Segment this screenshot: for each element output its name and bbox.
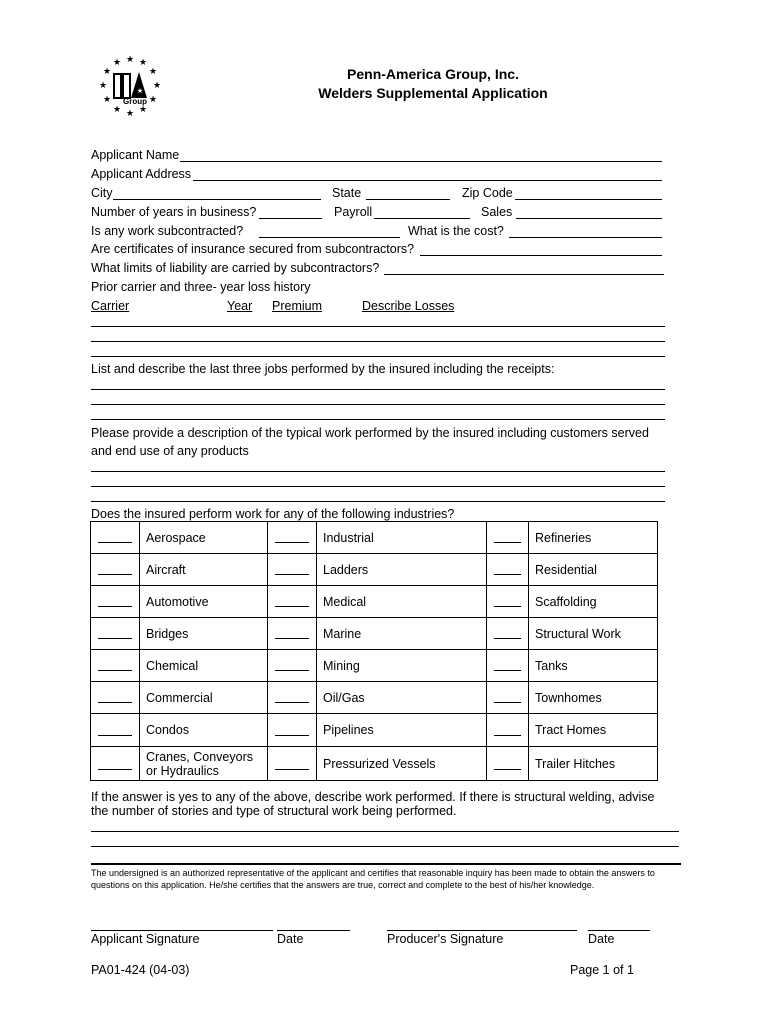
industry-label: Townhomes xyxy=(535,690,602,705)
table-row xyxy=(91,747,658,781)
losses-header: Describe Losses xyxy=(362,299,455,313)
form-number: PA01-424 (04-03) xyxy=(91,963,190,977)
industry-label: Marine xyxy=(323,626,362,641)
applicant-name-field[interactable] xyxy=(180,161,662,162)
blank-line xyxy=(98,638,132,639)
work-line-2[interactable] xyxy=(91,486,665,487)
loss-line-1[interactable] xyxy=(91,326,665,327)
table-row xyxy=(91,554,658,586)
svg-text:★: ★ xyxy=(148,95,158,105)
loss-line-2[interactable] xyxy=(91,341,665,342)
zip-field[interactable] xyxy=(515,199,662,200)
section-divider xyxy=(91,863,681,865)
industry-check-blank[interactable] xyxy=(487,554,529,586)
industry-check-blank[interactable] xyxy=(268,618,317,650)
industry-label-cell xyxy=(317,554,487,586)
logo-text: Group xyxy=(123,97,147,106)
cost-field[interactable] xyxy=(509,237,662,238)
blank-line xyxy=(494,702,521,703)
industry-check-blank[interactable] xyxy=(268,586,317,618)
svg-text:★: ★ xyxy=(125,109,135,119)
industry-check-blank[interactable] xyxy=(268,747,317,781)
form-title: Welders Supplemental Application xyxy=(318,85,548,101)
blank-line xyxy=(494,769,521,770)
industry-label: Pressurized Vessels xyxy=(323,756,436,771)
industry-label-line2: or Hydraulics xyxy=(146,763,219,778)
svg-text:★: ★ xyxy=(138,105,148,115)
blank-line xyxy=(275,670,309,671)
industry-label: Pipelines xyxy=(323,723,374,737)
page-number: Page 1 of 1 xyxy=(570,963,634,977)
table-row xyxy=(91,714,658,747)
industry-check-blank[interactable] xyxy=(91,554,140,586)
industry-label-cell xyxy=(529,650,658,682)
blank-line xyxy=(494,670,521,671)
city-label: City xyxy=(91,186,113,200)
blank-line xyxy=(275,735,309,736)
applicant-address-field[interactable] xyxy=(193,180,662,181)
industry-label: Oil/Gas xyxy=(323,690,365,705)
industry-label: Residential xyxy=(535,562,597,577)
industry-label-cell xyxy=(317,586,487,618)
industry-label-cell xyxy=(529,586,658,618)
industry-label: Structural Work xyxy=(535,626,621,641)
industries-question: Does the insured perform work for any of the following industries? xyxy=(91,507,455,521)
blank-line xyxy=(275,769,309,770)
svg-text:★: ★ xyxy=(136,87,144,95)
industry-label-cell xyxy=(529,747,658,781)
industry-label: Mining xyxy=(323,658,360,673)
date-line-1[interactable] xyxy=(277,930,350,931)
industry-check-blank[interactable] xyxy=(487,682,529,714)
industry-label: Condos xyxy=(146,723,190,737)
subcontracted-field[interactable] xyxy=(259,237,400,238)
zip-label: Zip Code xyxy=(462,186,513,200)
industry-label: Bridges xyxy=(146,626,189,641)
industry-label-cell xyxy=(317,747,487,781)
applicant-signature-label: Applicant Signature xyxy=(91,932,200,946)
table-row xyxy=(91,618,658,650)
blank-line xyxy=(494,735,521,736)
typical-work-label-2: and end use of any products xyxy=(91,444,249,458)
svg-text:★: ★ xyxy=(148,67,158,77)
prior-history-label: Prior carrier and three- year loss history xyxy=(91,280,311,294)
svg-text:★: ★ xyxy=(112,58,122,68)
industry-check-blank[interactable] xyxy=(487,747,529,781)
industry-label: Cranes, Conveyors xyxy=(146,749,253,764)
applicant-address-label: Applicant Address xyxy=(91,167,192,181)
industry-check-blank[interactable] xyxy=(91,682,140,714)
industry-label-cell xyxy=(317,618,487,650)
industry-check-blank[interactable] xyxy=(268,650,317,682)
city-field[interactable] xyxy=(113,199,321,200)
industry-label: Trailer Hitches xyxy=(535,756,616,771)
industry-label-cell xyxy=(317,682,487,714)
certification-text: The undersigned is an authorized representative of the applicant and certifies that reasonable inquiry has been made to obtain the answers to questions on this application. He/she certifies that the answers are true, correct and complete to the best of his/her knowledge. xyxy=(91,868,655,890)
industry-label-cell xyxy=(317,522,487,554)
loss-line-3[interactable] xyxy=(91,356,665,357)
producer-signature-label: Producer's Signature xyxy=(387,932,504,946)
sales-label: Sales xyxy=(481,205,513,219)
industry-check-blank[interactable] xyxy=(268,522,317,554)
industry-label-cell xyxy=(529,618,658,650)
industry-label-cell xyxy=(529,682,658,714)
industry-label: Tract Homes xyxy=(535,723,607,737)
industry-check-blank[interactable] xyxy=(268,554,317,586)
industry-label: Automotive xyxy=(146,594,209,609)
industry-label-cell xyxy=(140,618,268,650)
industry-check-blank[interactable] xyxy=(268,714,317,747)
years-label: Number of years in business? xyxy=(91,205,257,219)
industry-check-blank[interactable] xyxy=(268,682,317,714)
table-row xyxy=(91,650,658,682)
blank-line xyxy=(98,574,132,575)
industry-label-cell xyxy=(317,650,487,682)
industry-label-cell xyxy=(140,522,268,554)
blank-line xyxy=(275,638,309,639)
sales-field[interactable] xyxy=(516,218,662,219)
industry-label-cell xyxy=(317,714,487,747)
industry-check-blank[interactable] xyxy=(91,714,140,747)
table-row xyxy=(91,682,658,714)
applicant-name-label: Applicant Name xyxy=(91,148,180,162)
blank-line xyxy=(275,542,309,543)
subcontracted-label: Is any work subcontracted? xyxy=(91,224,244,238)
typical-work-label-1: Please provide a description of the typical work performed by the insured including customers served xyxy=(91,426,649,440)
date-label-1: Date xyxy=(277,932,304,946)
certificates-field[interactable] xyxy=(420,255,662,256)
company-logo xyxy=(96,52,164,120)
industry-label-cell xyxy=(140,682,268,714)
svg-text:★: ★ xyxy=(152,81,162,91)
industry-label: Commercial xyxy=(146,690,213,705)
blank-line xyxy=(275,606,309,607)
describe-line-1[interactable] xyxy=(91,831,679,832)
svg-text:★: ★ xyxy=(112,105,122,115)
premium-header: Premium xyxy=(272,299,323,313)
industry-label: Aircraft xyxy=(146,562,186,577)
certificates-label: Are certificates of insurance secured from subcontractors? xyxy=(91,242,415,256)
cost-label: What is the cost? xyxy=(408,224,504,238)
svg-text:★: ★ xyxy=(102,95,112,105)
industry-label-cell xyxy=(140,650,268,682)
table-row xyxy=(91,586,658,618)
industry-check-blank[interactable] xyxy=(91,747,140,781)
date-label-2: Date xyxy=(588,932,615,946)
blank-line xyxy=(98,606,132,607)
limits-label: What limits of liability are carried by subcontractors? xyxy=(91,261,380,275)
applicant-signature-line[interactable] xyxy=(91,930,273,931)
jobs-line-3[interactable] xyxy=(91,419,665,420)
industry-label-cell xyxy=(529,714,658,747)
industry-check-blank[interactable] xyxy=(487,618,529,650)
industries-table xyxy=(90,521,658,781)
industry-label-cell xyxy=(140,586,268,618)
svg-text:★: ★ xyxy=(102,67,112,77)
blank-line xyxy=(275,574,309,575)
blank-line xyxy=(98,542,132,543)
blank-line xyxy=(494,542,521,543)
industry-check-blank[interactable] xyxy=(487,586,529,618)
year-header: Year xyxy=(227,299,253,313)
industry-check-blank[interactable] xyxy=(487,650,529,682)
producer-signature-line[interactable] xyxy=(387,930,577,931)
carrier-header: Carrier xyxy=(91,299,130,313)
industry-label-cell xyxy=(140,747,268,781)
industry-label: Chemical xyxy=(146,658,199,673)
industry-check-blank[interactable] xyxy=(91,650,140,682)
industry-label-cell xyxy=(529,554,658,586)
industry-label: Refineries xyxy=(535,530,592,545)
industry-check-blank[interactable] xyxy=(91,618,140,650)
work-line-1[interactable] xyxy=(91,471,665,472)
limits-field[interactable] xyxy=(384,274,664,275)
last-jobs-label: List and describe the last three jobs performed by the insured including the receipts: xyxy=(91,362,555,376)
industry-label-cell xyxy=(140,714,268,747)
svg-text:★: ★ xyxy=(125,55,135,65)
industry-label: Tanks xyxy=(535,658,568,673)
describe-label-1: If the answer is yes to any of the above, describe work performed. If there is structural welding, advise xyxy=(91,790,655,804)
company-name: Penn-America Group, Inc. xyxy=(347,66,519,82)
blank-line xyxy=(494,638,521,639)
blank-line xyxy=(275,702,309,703)
table-row xyxy=(91,522,658,554)
state-label: State xyxy=(332,186,362,200)
jobs-line-2[interactable] xyxy=(91,404,665,405)
state-field[interactable] xyxy=(366,199,450,200)
industry-label-cell xyxy=(140,554,268,586)
blank-line xyxy=(98,670,132,671)
industry-check-blank[interactable] xyxy=(91,586,140,618)
industry-check-blank[interactable] xyxy=(487,522,529,554)
work-line-3[interactable] xyxy=(91,501,665,502)
industry-label: Scaffolding xyxy=(535,594,597,609)
industry-check-blank[interactable] xyxy=(91,522,140,554)
describe-label-2: the number of stories and type of structural work being performed. xyxy=(91,804,457,818)
industry-label: Medical xyxy=(323,594,367,609)
describe-line-2[interactable] xyxy=(91,846,679,847)
svg-text:★: ★ xyxy=(98,81,108,91)
industry-label: Ladders xyxy=(323,562,369,577)
industry-check-blank[interactable] xyxy=(487,714,529,747)
blank-line xyxy=(494,574,521,575)
blank-line xyxy=(98,769,132,770)
blank-line xyxy=(98,702,132,703)
payroll-label: Payroll xyxy=(334,205,373,219)
industry-label-cell xyxy=(529,522,658,554)
industry-label: Industrial xyxy=(323,530,374,545)
star-ring-icon xyxy=(96,52,164,120)
blank-line xyxy=(494,606,521,607)
svg-text:★: ★ xyxy=(138,58,148,68)
blank-line xyxy=(98,735,132,736)
date-line-2[interactable] xyxy=(588,930,650,931)
industry-label: Aerospace xyxy=(146,530,206,545)
years-field[interactable] xyxy=(259,218,322,219)
payroll-field[interactable] xyxy=(374,218,470,219)
jobs-line-1[interactable] xyxy=(91,389,665,390)
